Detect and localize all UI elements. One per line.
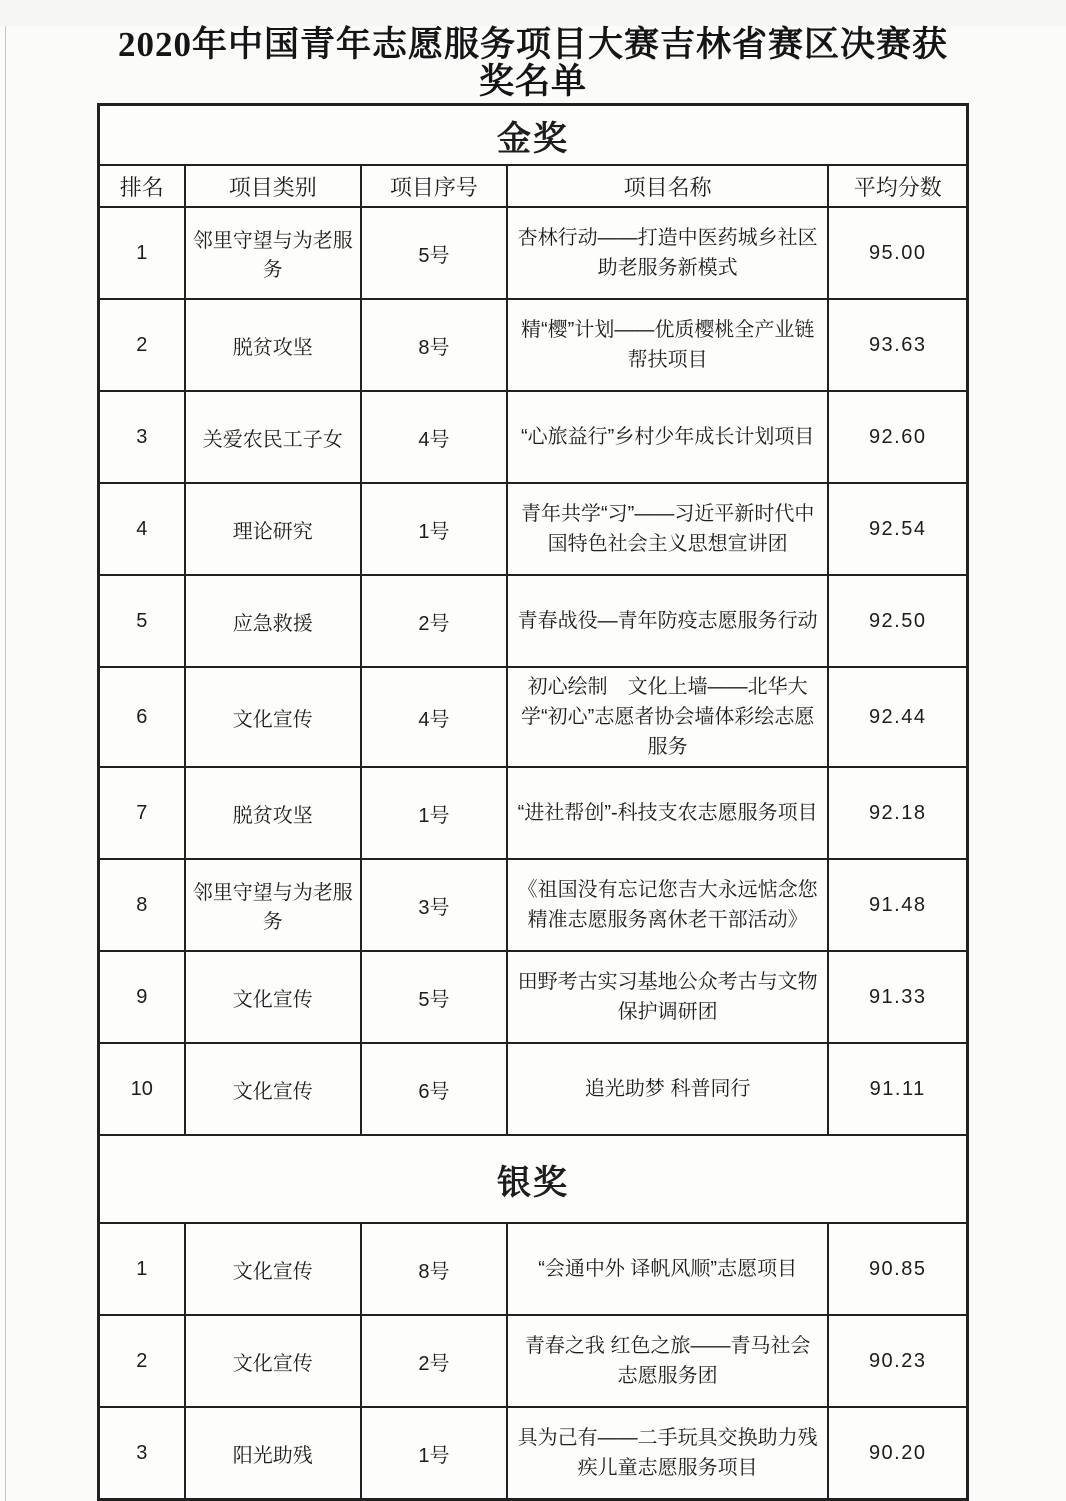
rank-cell: 10 <box>99 1043 185 1135</box>
number-cell: 8号 <box>361 299 507 391</box>
table-row <box>99 1043 968 1135</box>
table-row <box>99 951 968 1043</box>
number-cell: 3号 <box>361 859 507 951</box>
table-row <box>99 767 968 859</box>
category-cell: 脱贫攻坚 <box>185 767 361 859</box>
name-cell: “会通中外 译帆风顺”志愿项目 <box>507 1223 829 1315</box>
rank-cell: 3 <box>99 1407 185 1500</box>
name-cell: 《祖国没有忘记您吉大永远惦念您精准志愿服务离休老干部活动》 <box>507 859 829 951</box>
document-title: 2020年中国青年志愿服务项目大赛吉林省赛区决赛获奖名单 <box>117 25 948 102</box>
number-cell: 1号 <box>361 483 507 575</box>
category-cell: 应急救援 <box>185 575 361 667</box>
name-cell: 精“樱”计划——优质樱桃全产业链帮扶项目 <box>507 299 829 391</box>
number-cell: 1号 <box>361 1407 507 1500</box>
score-cell: 90.20 <box>828 1407 967 1500</box>
table-row <box>99 667 968 767</box>
page-edge-line <box>5 26 6 1501</box>
name-cell: 追光助梦 科普同行 <box>507 1043 829 1135</box>
table-row <box>99 1407 968 1500</box>
rank-cell: 8 <box>99 859 185 951</box>
category-cell: 脱贫攻坚 <box>185 299 361 391</box>
rank-cell: 2 <box>99 299 185 391</box>
score-cell: 91.11 <box>828 1043 967 1135</box>
number-cell: 5号 <box>361 951 507 1043</box>
number-cell: 4号 <box>361 667 507 767</box>
table-row <box>99 483 968 575</box>
table-row <box>99 299 968 391</box>
score-cell: 92.18 <box>828 767 967 859</box>
rank-cell: 6 <box>99 667 185 767</box>
name-cell: 具为己有——二手玩具交换助力残疾儿童志愿服务项目 <box>507 1407 829 1500</box>
table-row <box>99 1223 968 1315</box>
category-cell: 文化宣传 <box>185 951 361 1043</box>
table-row <box>99 207 968 299</box>
score-cell: 92.50 <box>828 575 967 667</box>
category-cell: 文化宣传 <box>185 1223 361 1315</box>
award-section-title: 银奖 <box>99 1135 968 1223</box>
score-cell: 92.54 <box>828 483 967 575</box>
awards-table-body <box>99 105 968 1500</box>
column-header-row <box>99 165 968 207</box>
number-cell: 8号 <box>361 1223 507 1315</box>
rank-cell: 5 <box>99 575 185 667</box>
category-cell: 文化宣传 <box>185 667 361 767</box>
score-cell: 90.23 <box>828 1315 967 1407</box>
category-cell: 理论研究 <box>185 483 361 575</box>
name-cell: 初心绘制 文化上墙——北华大学“初心”志愿者协会墙体彩绘志愿服务 <box>507 667 829 767</box>
name-cell: 青年共学“习”——习近平新时代中国特色社会主义思想宣讲团 <box>507 483 829 575</box>
name-cell: “进社帮创”-科技支农志愿服务项目 <box>507 767 829 859</box>
award-section-title: 金奖 <box>99 105 968 166</box>
column-header-rank: 排名 <box>99 165 185 207</box>
table-row <box>99 575 968 667</box>
rank-cell: 2 <box>99 1315 185 1407</box>
score-cell: 91.33 <box>828 951 967 1043</box>
score-cell: 95.00 <box>828 207 967 299</box>
name-cell: 杏林行动——打造中医药城乡社区助老服务新模式 <box>507 207 829 299</box>
number-cell: 5号 <box>361 207 507 299</box>
number-cell: 4号 <box>361 391 507 483</box>
name-cell: 田野考古实习基地公众考古与文物保护调研团 <box>507 951 829 1043</box>
rank-cell: 9 <box>99 951 185 1043</box>
category-cell: 邻里守望与为老服务 <box>185 859 361 951</box>
score-cell: 91.48 <box>828 859 967 951</box>
rank-cell: 7 <box>99 767 185 859</box>
category-cell: 阳光助残 <box>185 1407 361 1500</box>
table-row <box>99 391 968 483</box>
name-cell: “心旅益行”乡村少年成长计划项目 <box>507 391 829 483</box>
score-cell: 92.60 <box>828 391 967 483</box>
category-cell: 文化宣传 <box>185 1315 361 1407</box>
category-cell: 文化宣传 <box>185 1043 361 1135</box>
column-header-category: 项目类别 <box>185 165 361 207</box>
column-header-number: 项目序号 <box>361 165 507 207</box>
name-cell: 青春战役—青年防疫志愿服务行动 <box>507 575 829 667</box>
score-cell: 92.44 <box>828 667 967 767</box>
table-row <box>99 859 968 951</box>
score-cell: 93.63 <box>828 299 967 391</box>
table-row <box>99 1315 968 1407</box>
rank-cell: 1 <box>99 1223 185 1315</box>
category-cell: 关爱农民工子女 <box>185 391 361 483</box>
category-cell: 邻里守望与为老服务 <box>185 207 361 299</box>
name-cell: 青春之我 红色之旅——青马社会志愿服务团 <box>507 1315 829 1407</box>
number-cell: 6号 <box>361 1043 507 1135</box>
number-cell: 2号 <box>361 575 507 667</box>
number-cell: 1号 <box>361 767 507 859</box>
score-cell: 90.85 <box>828 1223 967 1315</box>
rank-cell: 3 <box>99 391 185 483</box>
number-cell: 2号 <box>361 1315 507 1407</box>
rank-cell: 1 <box>99 207 185 299</box>
column-header-name: 项目名称 <box>507 165 829 207</box>
column-header-score: 平均分数 <box>828 165 967 207</box>
awards-table <box>97 103 969 1501</box>
document-page <box>0 26 1066 1501</box>
rank-cell: 4 <box>99 483 185 575</box>
